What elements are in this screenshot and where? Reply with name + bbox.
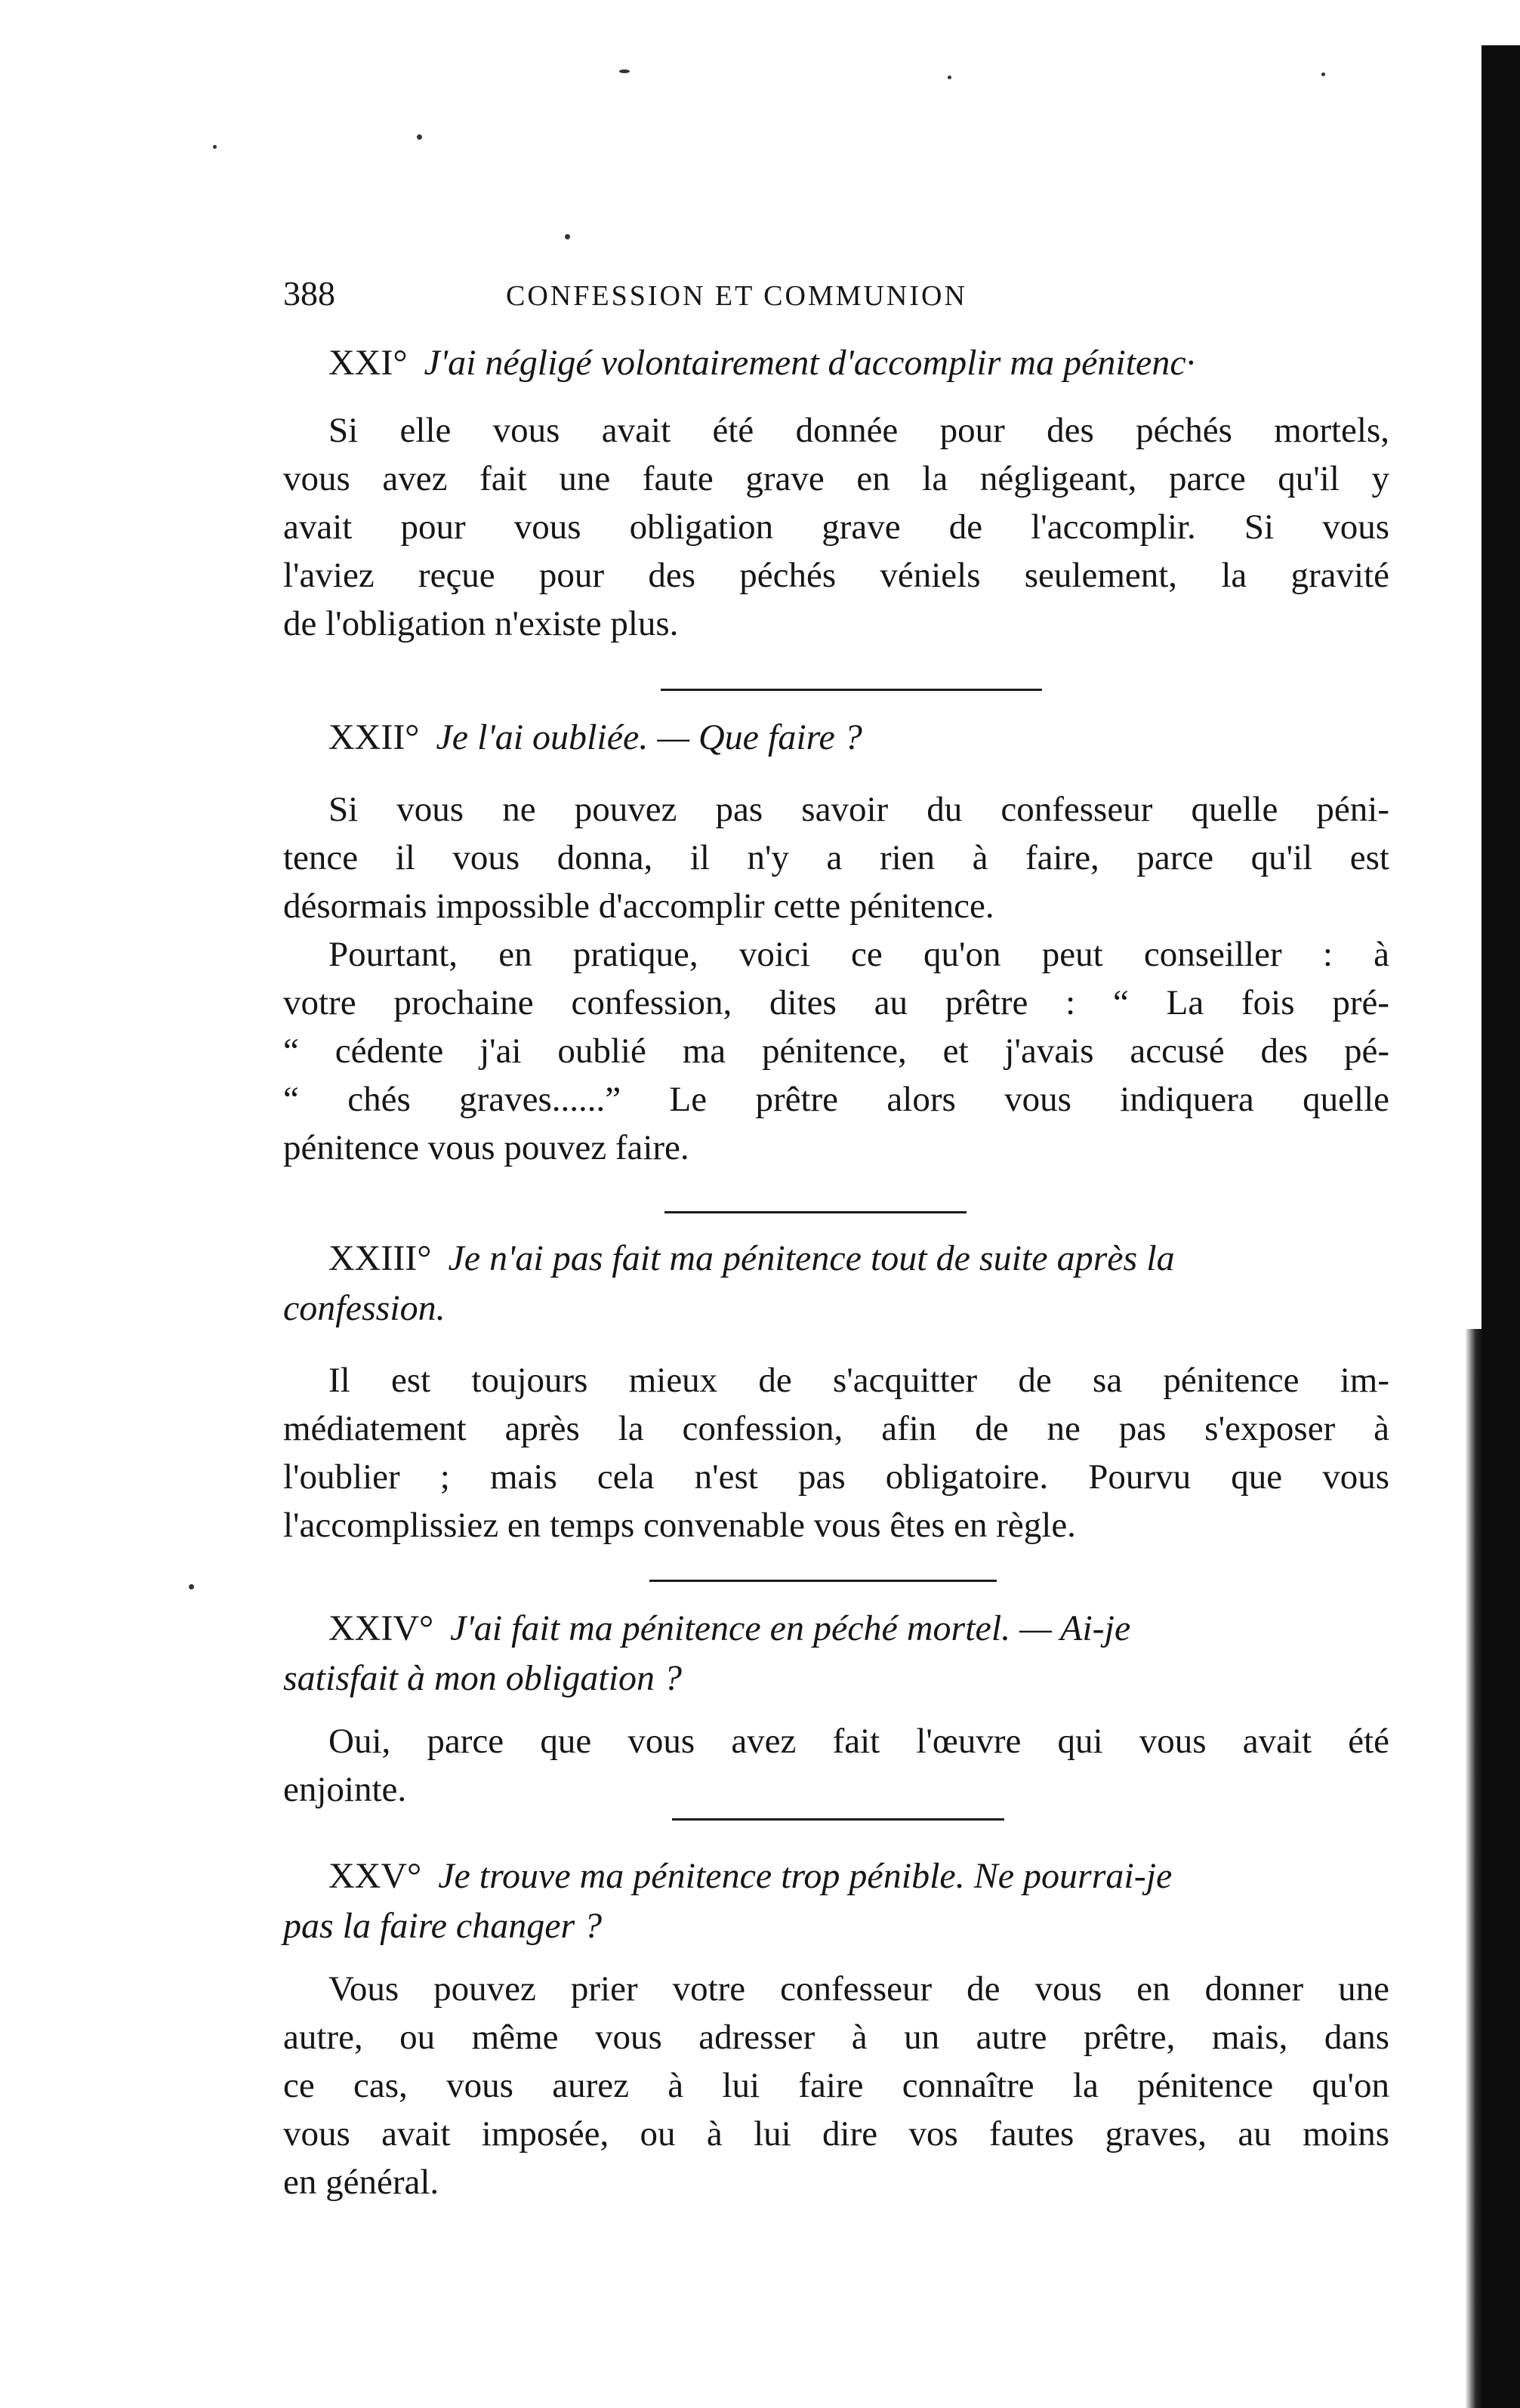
scan-speck bbox=[213, 145, 217, 149]
question bbox=[283, 1604, 1389, 1654]
question bbox=[283, 338, 1389, 388]
question bbox=[283, 713, 1389, 763]
answer-line: votre prochaine confession, dites au prêtre : “ La fois pré- bbox=[283, 983, 1389, 1022]
scan-speck bbox=[417, 134, 422, 140]
page-header bbox=[283, 273, 1340, 319]
answer bbox=[283, 1356, 1389, 1549]
answer-line: de l'obligation n'existe plus. bbox=[283, 604, 679, 643]
question bbox=[283, 1234, 1389, 1284]
question-text: J'ai négligé volontairement d'accomplir ma pénitenc· bbox=[424, 343, 1195, 383]
page-number: 388 bbox=[283, 274, 335, 313]
question bbox=[283, 1851, 1389, 1901]
scan-border bbox=[1481, 45, 1520, 2408]
answer-line: “ chés graves......” Le prêtre alors vous indiquera quelle bbox=[283, 1080, 1389, 1119]
question-text: pas la faire changer ? bbox=[283, 1906, 603, 1946]
question-text: Je trouve ma pénitence trop pénible. Ne pourrai-je bbox=[438, 1856, 1173, 1896]
answer bbox=[283, 785, 1389, 1172]
question-number: XXV° bbox=[328, 1856, 422, 1896]
answer-line: “ cédente j'ai oublié ma pénitence, et j'avais accusé des pé- bbox=[283, 1031, 1389, 1071]
answer-line: enjointe. bbox=[283, 1770, 407, 1809]
answer-line: Si elle vous avait été donnée pour des péchés mortels, bbox=[328, 411, 1389, 450]
section-xxv bbox=[283, 1851, 1389, 2206]
section-divider bbox=[649, 1580, 997, 1582]
answer-line: Il est toujours mieux de s'acquitter de sa pénitence im- bbox=[328, 1361, 1389, 1400]
answer-line: tence il vous donna, il n'y a rien à faire, parce qu'il est bbox=[283, 838, 1389, 877]
scan-shadow bbox=[1465, 1329, 1483, 2408]
section-xxi bbox=[283, 338, 1389, 648]
scan-speck bbox=[1321, 72, 1325, 76]
answer-line: Si vous ne pouvez pas savoir du confesseur quelle péni- bbox=[328, 790, 1389, 829]
question-continuation bbox=[283, 1901, 1389, 1951]
answer-line: Oui, parce que vous avez fait l'œuvre qui vous avait été bbox=[328, 1722, 1389, 1761]
answer bbox=[283, 406, 1389, 648]
section-divider bbox=[672, 1818, 1004, 1821]
scan-speck bbox=[189, 1584, 194, 1589]
answer-line: pénitence vous pouvez faire. bbox=[283, 1128, 689, 1167]
question-number: XXIII° bbox=[328, 1238, 432, 1278]
scan-speck bbox=[565, 234, 570, 239]
question-continuation bbox=[283, 1654, 1389, 1703]
answer-line: l'oublier ; mais cela n'est pas obligatoire. Pourvu que vous bbox=[283, 1457, 1389, 1497]
question-text: J'ai fait ma pénitence en péché mortel. — Ai-je bbox=[450, 1608, 1131, 1648]
answer-line: l'accomplissiez en temps convenable vous êtes en règle. bbox=[283, 1506, 1076, 1545]
answer-line: médiatement après la confession, afin de ne pas s'exposer à bbox=[283, 1409, 1389, 1448]
answer-line: vous avez fait une faute grave en la négligeant, parce qu'il y bbox=[283, 459, 1389, 498]
scan-speck bbox=[619, 69, 630, 73]
section-xxiv bbox=[283, 1604, 1389, 1814]
section-divider bbox=[661, 689, 1042, 691]
answer bbox=[283, 1965, 1389, 2206]
answer-line: Pourtant, en pratique, voici ce qu'on peut conseiller : à bbox=[328, 935, 1389, 974]
answer-line: Vous pouvez prier votre confesseur de vous en donner une bbox=[328, 1969, 1389, 2009]
answer-line: en général. bbox=[283, 2163, 439, 2202]
answer-line: désormais impossible d'accomplir cette pénitence. bbox=[283, 886, 994, 926]
scan-speck bbox=[948, 76, 951, 79]
question-text: Je n'ai pas fait ma pénitence tout de suite après la bbox=[448, 1238, 1175, 1278]
running-title: CONFESSION ET COMMUNION bbox=[506, 280, 967, 312]
question-number: XXIV° bbox=[328, 1608, 434, 1648]
question-number: XXII° bbox=[328, 717, 420, 757]
question-text: satisfait à mon obligation ? bbox=[283, 1658, 683, 1698]
answer-line: vous avait imposée, ou à lui dire vos fautes graves, au moins bbox=[283, 2114, 1389, 2154]
question-text: confession. bbox=[283, 1288, 446, 1328]
question-continuation bbox=[283, 1284, 1389, 1333]
answer-line: ce cas, vous aurez à lui faire connaître la pénitence qu'on bbox=[283, 2066, 1389, 2105]
answer-line: avait pour vous obligation grave de l'accomplir. Si vous bbox=[283, 507, 1389, 547]
answer-line: l'aviez reçue pour des péchés véniels seulement, la gravité bbox=[283, 556, 1389, 595]
question-text: Je l'ai oubliée. — Que faire ? bbox=[436, 717, 862, 757]
section-xxiii bbox=[283, 1234, 1389, 1549]
section-divider bbox=[664, 1211, 967, 1213]
answer-line: autre, ou même vous adresser à un autre prêtre, mais, dans bbox=[283, 2018, 1389, 2057]
section-xxii bbox=[283, 713, 1389, 1172]
question-number: XXI° bbox=[328, 343, 408, 383]
answer bbox=[283, 1717, 1389, 1814]
